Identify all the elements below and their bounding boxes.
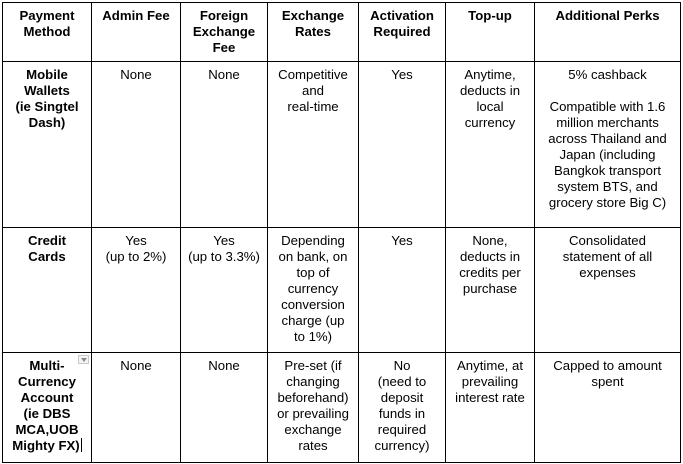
header-payment-method[interactable]: Payment Method <box>3 3 92 62</box>
cell-activation-required[interactable]: Yes <box>359 62 446 228</box>
cell-additional-perks[interactable] <box>535 62 681 228</box>
perk-text: Compatible with 1.6 million merchants across Thailand and Japan (including Bangkok transport system BTS, and grocery store Big C) <box>548 99 667 210</box>
cell-text: Multi- Currency Account (ie DBS MCA,UOB Mighty FX) <box>12 358 80 453</box>
header-exchange-rates[interactable]: Exchange Rates <box>268 3 359 62</box>
cell-payment-method-selected[interactable] <box>3 353 92 463</box>
cell-activation-required[interactable]: Yes <box>359 228 446 353</box>
table-row <box>3 228 681 353</box>
cell-payment-method[interactable]: Credit Cards <box>3 228 92 353</box>
header-additional-perks[interactable]: Additional Perks <box>535 3 681 62</box>
cell-activation-required[interactable]: No (need to deposit funds in required currency) <box>359 353 446 463</box>
cell-exchange-rates[interactable]: Pre-set (if changing beforehand) or prevailing exchange rates <box>268 353 359 463</box>
cell-additional-perks[interactable] <box>535 353 681 463</box>
header-activation-required[interactable]: Activation Required <box>359 3 446 62</box>
cell-top-up[interactable]: Anytime, at prevailing interest rate <box>446 353 535 463</box>
perk-text: 5% cashback <box>568 67 647 82</box>
cell-payment-method[interactable]: Mobile Wallets (ie Singtel Dash) <box>3 62 92 228</box>
cell-top-up[interactable]: Anytime, deducts in local currency <box>446 62 535 228</box>
perk-text: Capped to amount spent <box>553 358 662 389</box>
cell-admin-fee[interactable]: None <box>92 62 181 228</box>
table-row <box>3 353 681 463</box>
perk-spacer <box>539 83 676 99</box>
cell-exchange-rates[interactable]: Competitive and real-time <box>268 62 359 228</box>
header-admin-fee[interactable]: Admin Fee <box>92 3 181 62</box>
cell-foreign-exchange-fee[interactable]: Yes (up to 3.3%) <box>181 228 268 353</box>
cell-foreign-exchange-fee[interactable]: None <box>181 62 268 228</box>
dropdown-arrow-icon[interactable] <box>78 355 89 364</box>
header-row <box>3 3 681 62</box>
cell-admin-fee[interactable]: Yes (up to 2%) <box>92 228 181 353</box>
header-top-up[interactable]: Top-up <box>446 3 535 62</box>
table-row <box>3 62 681 228</box>
text-cursor <box>81 438 82 452</box>
cell-foreign-exchange-fee[interactable]: None <box>181 353 268 463</box>
cell-admin-fee[interactable]: None <box>92 353 181 463</box>
cell-exchange-rates[interactable]: Depending on bank, on top of currency conversion charge (up to 1%) <box>268 228 359 353</box>
header-foreign-exchange-fee[interactable]: Foreign Exchange Fee <box>181 3 268 62</box>
cell-additional-perks[interactable] <box>535 228 681 353</box>
cell-top-up[interactable]: None, deducts in credits per purchase <box>446 228 535 353</box>
comparison-table <box>2 2 681 463</box>
perk-text: Consolidated statement of all expenses <box>562 233 653 280</box>
